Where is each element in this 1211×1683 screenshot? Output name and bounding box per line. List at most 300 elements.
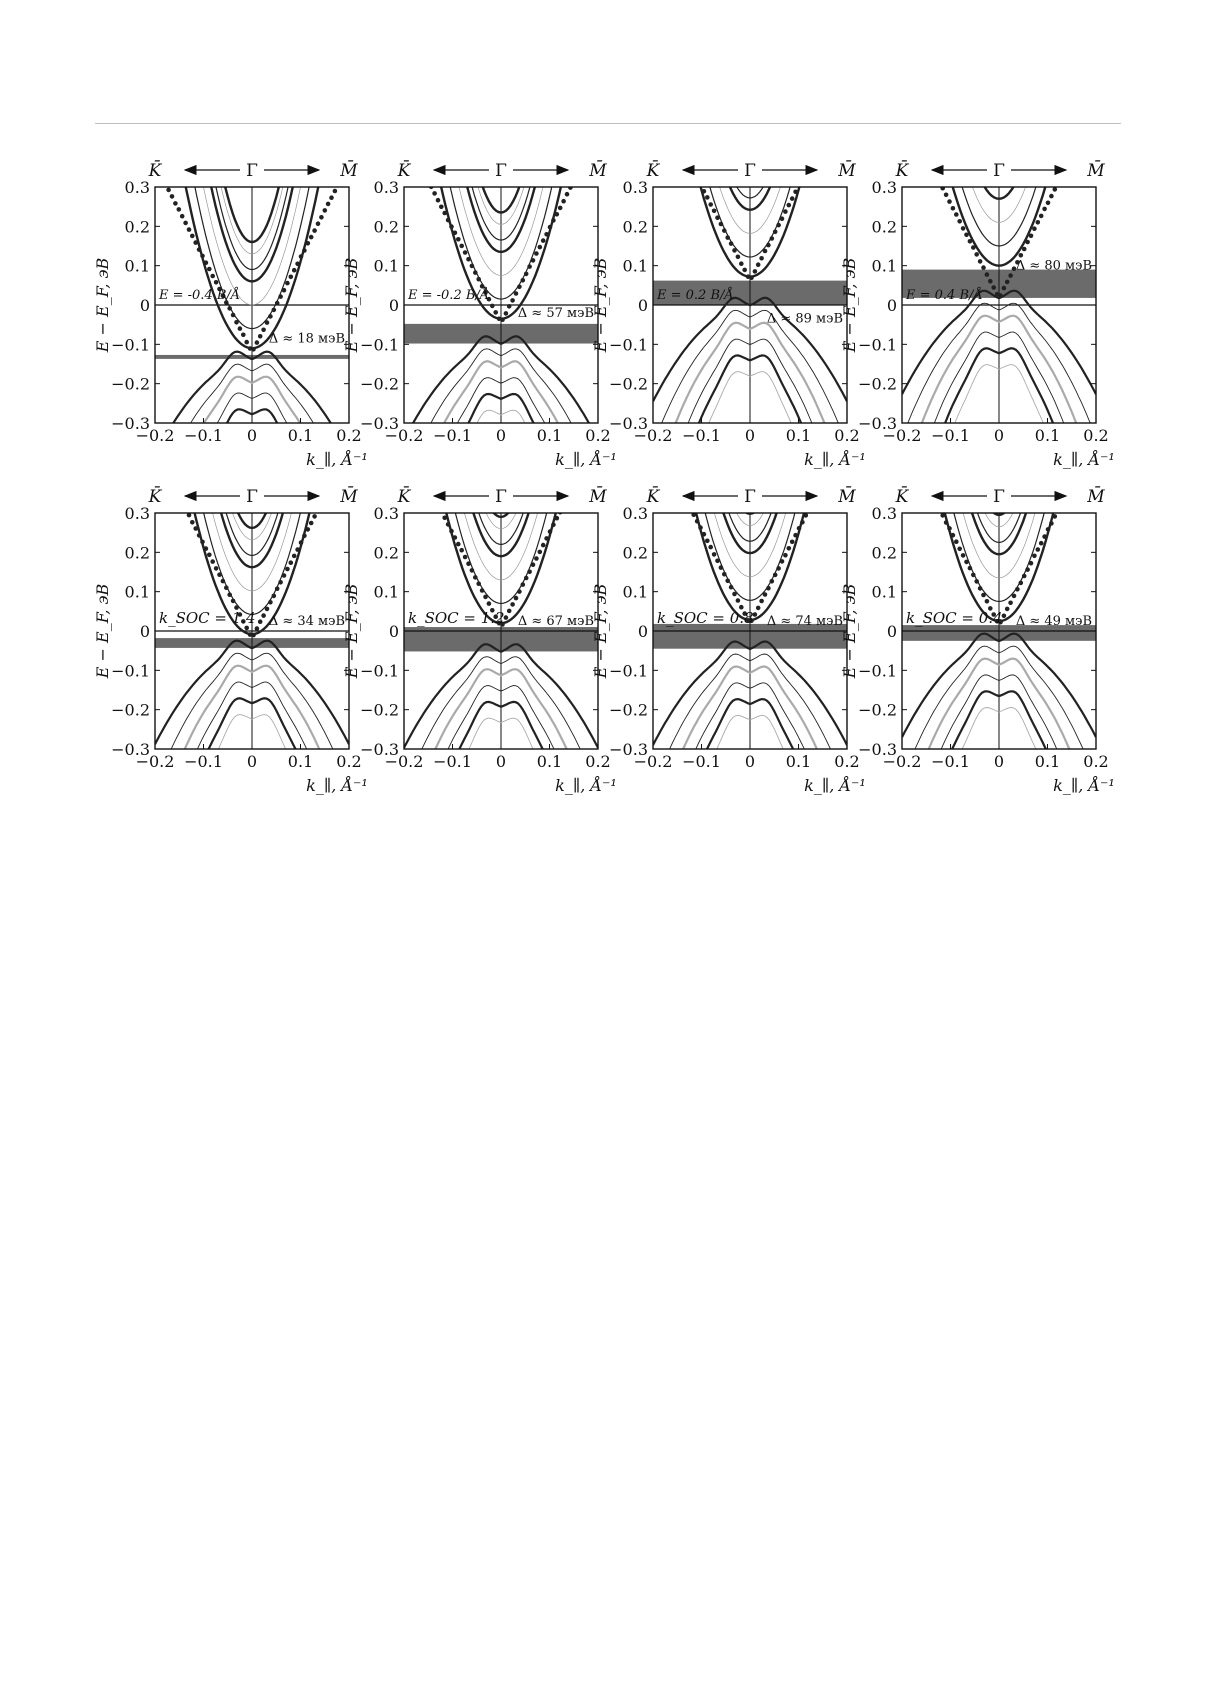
surface-state-point (282, 573, 287, 578)
gap-label: Δ ≈ 18 мэВ (268, 331, 345, 347)
y-tick-label: −0.1 (111, 335, 150, 355)
y-tick-label: 0.3 (871, 178, 897, 197)
surface-state-point (588, 146, 593, 151)
surface-state-point (664, 116, 669, 121)
surface-state-point (217, 572, 222, 577)
surface-state-point (224, 585, 229, 590)
y-tick-label: 0 (388, 622, 399, 641)
surface-state-point (517, 285, 522, 290)
surface-state-point (265, 320, 270, 325)
surface-state-point (244, 340, 249, 345)
surface-state-point (920, 147, 925, 152)
x-tick-label: 0.1 (1034, 426, 1061, 445)
surface-state-point (971, 245, 976, 250)
surface-state-point (1083, 128, 1088, 133)
surface-state-point (944, 193, 949, 198)
param-label: k_SOC = 0.8 (657, 609, 754, 627)
surface-state-point (323, 208, 328, 213)
kpoint-k-label: K̄ (646, 487, 660, 507)
y-tick-label: −0.1 (360, 661, 399, 681)
x-tick-label: 0 (993, 426, 1005, 445)
gap-label: Δ ≈ 74 мэВ (766, 614, 843, 629)
surface-state-point (316, 221, 321, 226)
x-tick-label: 0.1 (287, 426, 314, 445)
surface-state-point (483, 595, 488, 600)
surface-state-point (964, 560, 969, 565)
surface-state-point (312, 514, 317, 519)
y-tick-label: 0.2 (373, 543, 399, 563)
surface-state-point (793, 533, 798, 538)
x-tick-label: 0 (495, 426, 507, 445)
x-tick-label: −0.2 (135, 426, 175, 445)
surface-state-point (917, 467, 922, 472)
surface-state-point (797, 526, 802, 531)
surface-state-point (514, 291, 519, 296)
surface-state-point (1090, 115, 1095, 120)
surface-state-point (790, 196, 795, 201)
surface-state-point (426, 482, 431, 487)
surface-state-point (974, 579, 979, 584)
surface-state-point (756, 606, 761, 611)
surface-state-point (173, 201, 178, 206)
surface-state-point (715, 559, 720, 564)
gap-label: Δ ≈ 34 мэВ (268, 614, 345, 629)
surface-state-point (446, 218, 451, 223)
band-curve (902, 0, 1096, 187)
y-axis-label: E − E_F, эВ (840, 583, 859, 679)
gap-label: Δ ≈ 80 мэВ (1015, 258, 1092, 274)
x-tick-label: 0.2 (336, 426, 362, 445)
surface-state-point (1019, 581, 1024, 586)
y-tick-label: 0 (886, 296, 897, 315)
surface-state-point (289, 560, 294, 565)
surface-state-point (1070, 482, 1075, 487)
param-label: E = -0.4 В/Å (159, 288, 241, 303)
surface-state-point (190, 520, 195, 525)
x-tick-label: 0.2 (585, 426, 611, 445)
surface-state-point (1039, 541, 1044, 546)
param-label: E = 0.4 В/Å (906, 288, 983, 303)
y-tick-label: −0.1 (609, 335, 648, 355)
surface-state-point (708, 202, 713, 207)
y-axis-label: E − E_F, эВ (93, 257, 112, 353)
surface-state-point (251, 633, 256, 638)
surface-state-point (578, 470, 583, 475)
surface-state-point (924, 480, 929, 485)
surface-state-point (466, 561, 471, 566)
surface-state-point (968, 239, 973, 244)
kpoint-m-label: M̄ (1087, 487, 1105, 507)
surface-state-point (183, 506, 188, 511)
y-tick-label: 0.3 (373, 178, 399, 197)
x-axis-label: k_∥, Å⁻¹ (1053, 776, 1115, 795)
surface-state-point (1059, 501, 1064, 506)
surface-state-point (190, 234, 195, 239)
surface-state-point (510, 298, 515, 303)
surface-state-point (187, 227, 192, 232)
surface-state-point (463, 555, 468, 560)
surface-state-point (1042, 207, 1047, 212)
surface-state-point (1056, 180, 1061, 185)
surface-state-point (971, 573, 976, 578)
x-tick-label: −0.1 (184, 752, 223, 771)
surface-state-point (827, 124, 832, 129)
surface-state-point (658, 103, 663, 108)
surface-state-point (302, 534, 307, 539)
surface-state-point (231, 313, 236, 318)
surface-state-point (227, 306, 232, 311)
surface-state-point (1005, 607, 1010, 612)
surface-state-point (572, 483, 577, 488)
surface-state-point (824, 130, 829, 135)
surface-state-point (166, 474, 171, 479)
surface-state-point (177, 494, 182, 499)
y-tick-label: 0.3 (871, 504, 897, 523)
surface-state-point (295, 547, 300, 552)
surface-state-point (326, 202, 331, 207)
surface-state-point (900, 107, 905, 112)
surface-state-point (661, 110, 666, 115)
band-panel-1 (93, 0, 368, 683)
y-tick-label: 0 (637, 622, 648, 641)
surface-state-point (725, 235, 730, 240)
surface-state-point (934, 500, 939, 505)
surface-state-point (1002, 286, 1007, 291)
surface-state-point (1053, 514, 1058, 519)
x-tick-label: 0.1 (287, 752, 314, 771)
surface-state-point (770, 579, 775, 584)
x-tick-label: 0.2 (834, 426, 860, 445)
surface-state-point (524, 272, 529, 277)
surface-state-point (153, 447, 158, 452)
surface-state-point (241, 333, 246, 338)
y-tick-label: 0 (637, 296, 648, 315)
band-curve (653, 0, 847, 182)
surface-state-point (763, 249, 768, 254)
surface-state-point (210, 559, 215, 564)
surface-state-point (681, 149, 686, 154)
surface-state-point (920, 474, 925, 479)
kpoint-gamma-label: Γ (246, 487, 258, 507)
x-tick-label: −0.2 (882, 752, 922, 771)
x-tick-label: −0.1 (682, 426, 721, 445)
surface-state-point (415, 462, 420, 467)
surface-state-point (531, 258, 536, 263)
surface-state-point (412, 456, 417, 461)
surface-state-point (476, 581, 481, 586)
surface-state-point (582, 159, 587, 164)
surface-state-point (749, 275, 754, 280)
surface-state-point (551, 523, 556, 528)
surface-state-point (534, 556, 539, 561)
surface-state-point (964, 233, 969, 238)
surface-state-point (285, 567, 290, 572)
surface-state-point (793, 190, 798, 195)
kpoint-k-label: K̄ (895, 161, 909, 181)
surface-state-point (527, 570, 532, 575)
surface-state-point (541, 238, 546, 243)
surface-state-point (759, 256, 764, 261)
surface-state-point (1008, 601, 1013, 606)
band-panel-5 (93, 0, 368, 820)
y-tick-label: 0.1 (124, 582, 150, 602)
surface-state-point (974, 252, 979, 257)
y-tick-label: 0.1 (622, 256, 648, 276)
surface-state-point (333, 474, 338, 479)
surface-state-point (841, 97, 846, 102)
surface-state-point (436, 198, 441, 203)
x-tick-label: −0.1 (931, 426, 970, 445)
y-tick-label: 0 (139, 296, 150, 315)
surface-state-point (1036, 220, 1041, 225)
surface-state-point (329, 195, 334, 200)
surface-state-point (302, 248, 307, 253)
x-tick-label: −0.1 (433, 752, 472, 771)
surface-state-point (1036, 547, 1041, 552)
surface-state-point (200, 254, 205, 259)
y-tick-label: −0.2 (360, 374, 399, 394)
surface-state-point (739, 261, 744, 266)
band-structure-figure (0, 0, 1211, 820)
surface-state-point (654, 96, 659, 101)
band-panel-7 (591, 0, 866, 820)
x-tick-label: 0.1 (785, 752, 812, 771)
y-tick-label: 0.1 (871, 582, 897, 602)
surface-state-point (292, 268, 297, 273)
surface-state-point (316, 507, 321, 512)
surface-state-point (1049, 194, 1054, 199)
x-tick-label: −0.1 (184, 426, 223, 445)
y-tick-label: −0.2 (609, 374, 648, 394)
surface-state-point (732, 592, 737, 597)
kpoint-m-label: M̄ (838, 487, 856, 507)
y-tick-label: 0.2 (622, 217, 648, 237)
x-axis-label: k_∥, Å⁻¹ (306, 776, 368, 795)
y-tick-label: 0.3 (373, 504, 399, 523)
x-tick-label: 0 (246, 426, 258, 445)
surface-state-point (231, 599, 236, 604)
band-panel-2 (342, 0, 617, 668)
surface-state-point (722, 228, 727, 233)
kpoint-gamma-label: Γ (246, 161, 258, 181)
surface-state-point (456, 542, 461, 547)
y-tick-label: −0.2 (858, 700, 897, 720)
surface-state-point (685, 156, 690, 161)
surface-state-point (446, 522, 451, 527)
surface-state-point (907, 120, 912, 125)
y-tick-label: 0.3 (124, 178, 150, 197)
y-axis-label: E − E_F, эВ (591, 257, 610, 353)
surface-state-point (326, 488, 331, 493)
surface-state-point (1039, 214, 1044, 219)
surface-state-point (1005, 280, 1010, 285)
kpoint-gamma-label: Γ (495, 487, 507, 507)
y-tick-label: −0.2 (360, 700, 399, 720)
surface-state-point (278, 294, 283, 299)
x-tick-label: 0.2 (336, 752, 362, 771)
surface-state-point (978, 259, 983, 264)
surface-state-point (166, 188, 171, 193)
surface-state-point (173, 487, 178, 492)
surface-state-point (538, 550, 543, 555)
surface-state-point (402, 132, 407, 137)
surface-state-point (766, 243, 771, 248)
x-axis-label: k_∥, Å⁻¹ (306, 450, 368, 469)
surface-state-point (534, 251, 539, 256)
surface-state-point (695, 176, 700, 181)
surface-state-point (470, 264, 475, 269)
surface-state-point (409, 145, 414, 150)
surface-state-point (1066, 488, 1071, 493)
surface-state-point (671, 129, 676, 134)
surface-state-point (160, 460, 165, 465)
surface-state-point (1042, 534, 1047, 539)
x-tick-label: −0.2 (633, 752, 673, 771)
surface-state-point (1046, 527, 1051, 532)
surface-state-point (668, 466, 673, 471)
x-axis-label: k_∥, Å⁻¹ (555, 450, 617, 469)
surface-state-point (1066, 161, 1071, 166)
surface-state-point (551, 218, 556, 223)
surface-state-point (207, 267, 212, 272)
y-axis-label: E − E_F, эВ (591, 583, 610, 679)
surface-state-point (940, 513, 945, 518)
surface-state-point (783, 553, 788, 558)
surface-state-point (561, 199, 566, 204)
y-tick-label: −0.1 (609, 661, 648, 681)
surface-state-point (810, 156, 815, 161)
surface-state-point (299, 254, 304, 259)
x-tick-label: 0.2 (834, 752, 860, 771)
surface-state-point (493, 310, 498, 315)
surface-state-point (671, 472, 676, 477)
surface-state-point (837, 104, 842, 109)
surface-state-point (405, 138, 410, 143)
surface-state-point (538, 245, 543, 250)
param-label: E = 0.2 В/Å (657, 288, 734, 303)
x-tick-label: −0.1 (682, 752, 721, 771)
surface-state-point (780, 559, 785, 564)
y-tick-label: −0.2 (858, 374, 897, 394)
y-tick-label: −0.3 (111, 414, 150, 433)
x-tick-label: 0.1 (536, 426, 563, 445)
surface-state-point (759, 599, 764, 604)
band-panel-3 (591, 0, 866, 630)
surface-state-point (705, 539, 710, 544)
y-tick-label: −0.1 (360, 335, 399, 355)
surface-state-point (937, 507, 942, 512)
surface-state-point (456, 237, 461, 242)
y-tick-label: 0.1 (124, 256, 150, 276)
surface-state-point (289, 275, 294, 280)
surface-state-point (790, 540, 795, 545)
param-label: k_SOC = 0.4 (906, 609, 1003, 627)
surface-state-point (773, 230, 778, 235)
y-tick-label: 0.2 (373, 217, 399, 237)
surface-state-point (275, 586, 280, 591)
surface-state-point (924, 153, 929, 158)
kpoint-k-label: K̄ (148, 161, 162, 181)
surface-state-point (517, 589, 522, 594)
surface-state-point (927, 487, 932, 492)
kpoint-m-label: M̄ (340, 487, 358, 507)
y-tick-label: 0.3 (124, 504, 150, 523)
y-tick-label: −0.3 (360, 414, 399, 433)
x-axis-label: k_∥, Å⁻¹ (804, 450, 866, 469)
surface-state-point (531, 562, 536, 567)
surface-state-point (807, 507, 812, 512)
y-tick-label: 0.3 (622, 504, 648, 523)
surface-state-point (807, 163, 812, 168)
surface-state-point (988, 279, 993, 284)
surface-state-point (678, 143, 683, 148)
surface-state-point (1022, 247, 1027, 252)
surface-state-point (572, 179, 577, 184)
surface-state-point (658, 446, 663, 451)
surface-state-point (675, 136, 680, 141)
surface-state-point (309, 235, 314, 240)
x-tick-label: −0.2 (633, 426, 673, 445)
surface-state-point (678, 486, 683, 491)
band-panel-6 (342, 0, 617, 820)
surface-state-point (429, 489, 434, 494)
surface-state-point (736, 598, 741, 603)
surface-state-point (436, 502, 441, 507)
surface-state-point (234, 320, 239, 325)
surface-state-point (258, 619, 263, 624)
x-tick-label: 0.2 (1083, 752, 1109, 771)
surface-state-point (336, 182, 341, 187)
surface-state-point (695, 519, 700, 524)
surface-state-point (422, 171, 427, 176)
surface-state-point (422, 476, 427, 481)
y-tick-label: −0.3 (609, 414, 648, 433)
surface-state-point (453, 231, 458, 236)
surface-state-point (722, 572, 727, 577)
param-label: k_SOC = 1.4 (159, 609, 256, 627)
surface-state-point (432, 191, 437, 196)
x-tick-label: 0 (993, 752, 1005, 771)
surface-state-point (473, 575, 478, 580)
surface-state-point (1032, 226, 1037, 231)
surface-state-point (1049, 521, 1054, 526)
surface-state-point (705, 195, 710, 200)
surface-state-point (333, 189, 338, 194)
surface-state-point (957, 547, 962, 552)
surface-state-point (685, 499, 690, 504)
band-curve (653, 0, 847, 171)
surface-state-point (170, 480, 175, 485)
surface-state-point (541, 543, 546, 548)
y-tick-label: 0 (139, 622, 150, 641)
surface-state-point (268, 600, 273, 605)
surface-state-point (913, 461, 918, 466)
surface-state-point (268, 314, 273, 319)
surface-state-point (651, 90, 656, 95)
surface-state-point (951, 533, 956, 538)
surface-state-point (770, 236, 775, 241)
surface-state-point (821, 480, 826, 485)
surface-state-point (688, 162, 693, 167)
surface-state-point (204, 260, 209, 265)
surface-state-point (180, 500, 185, 505)
surface-state-point (844, 90, 849, 95)
y-tick-label: −0.3 (609, 740, 648, 759)
y-axis-label: E − E_F, эВ (342, 257, 361, 353)
surface-state-point (170, 194, 175, 199)
y-tick-label: −0.3 (111, 740, 150, 759)
surface-state-point (295, 262, 300, 267)
